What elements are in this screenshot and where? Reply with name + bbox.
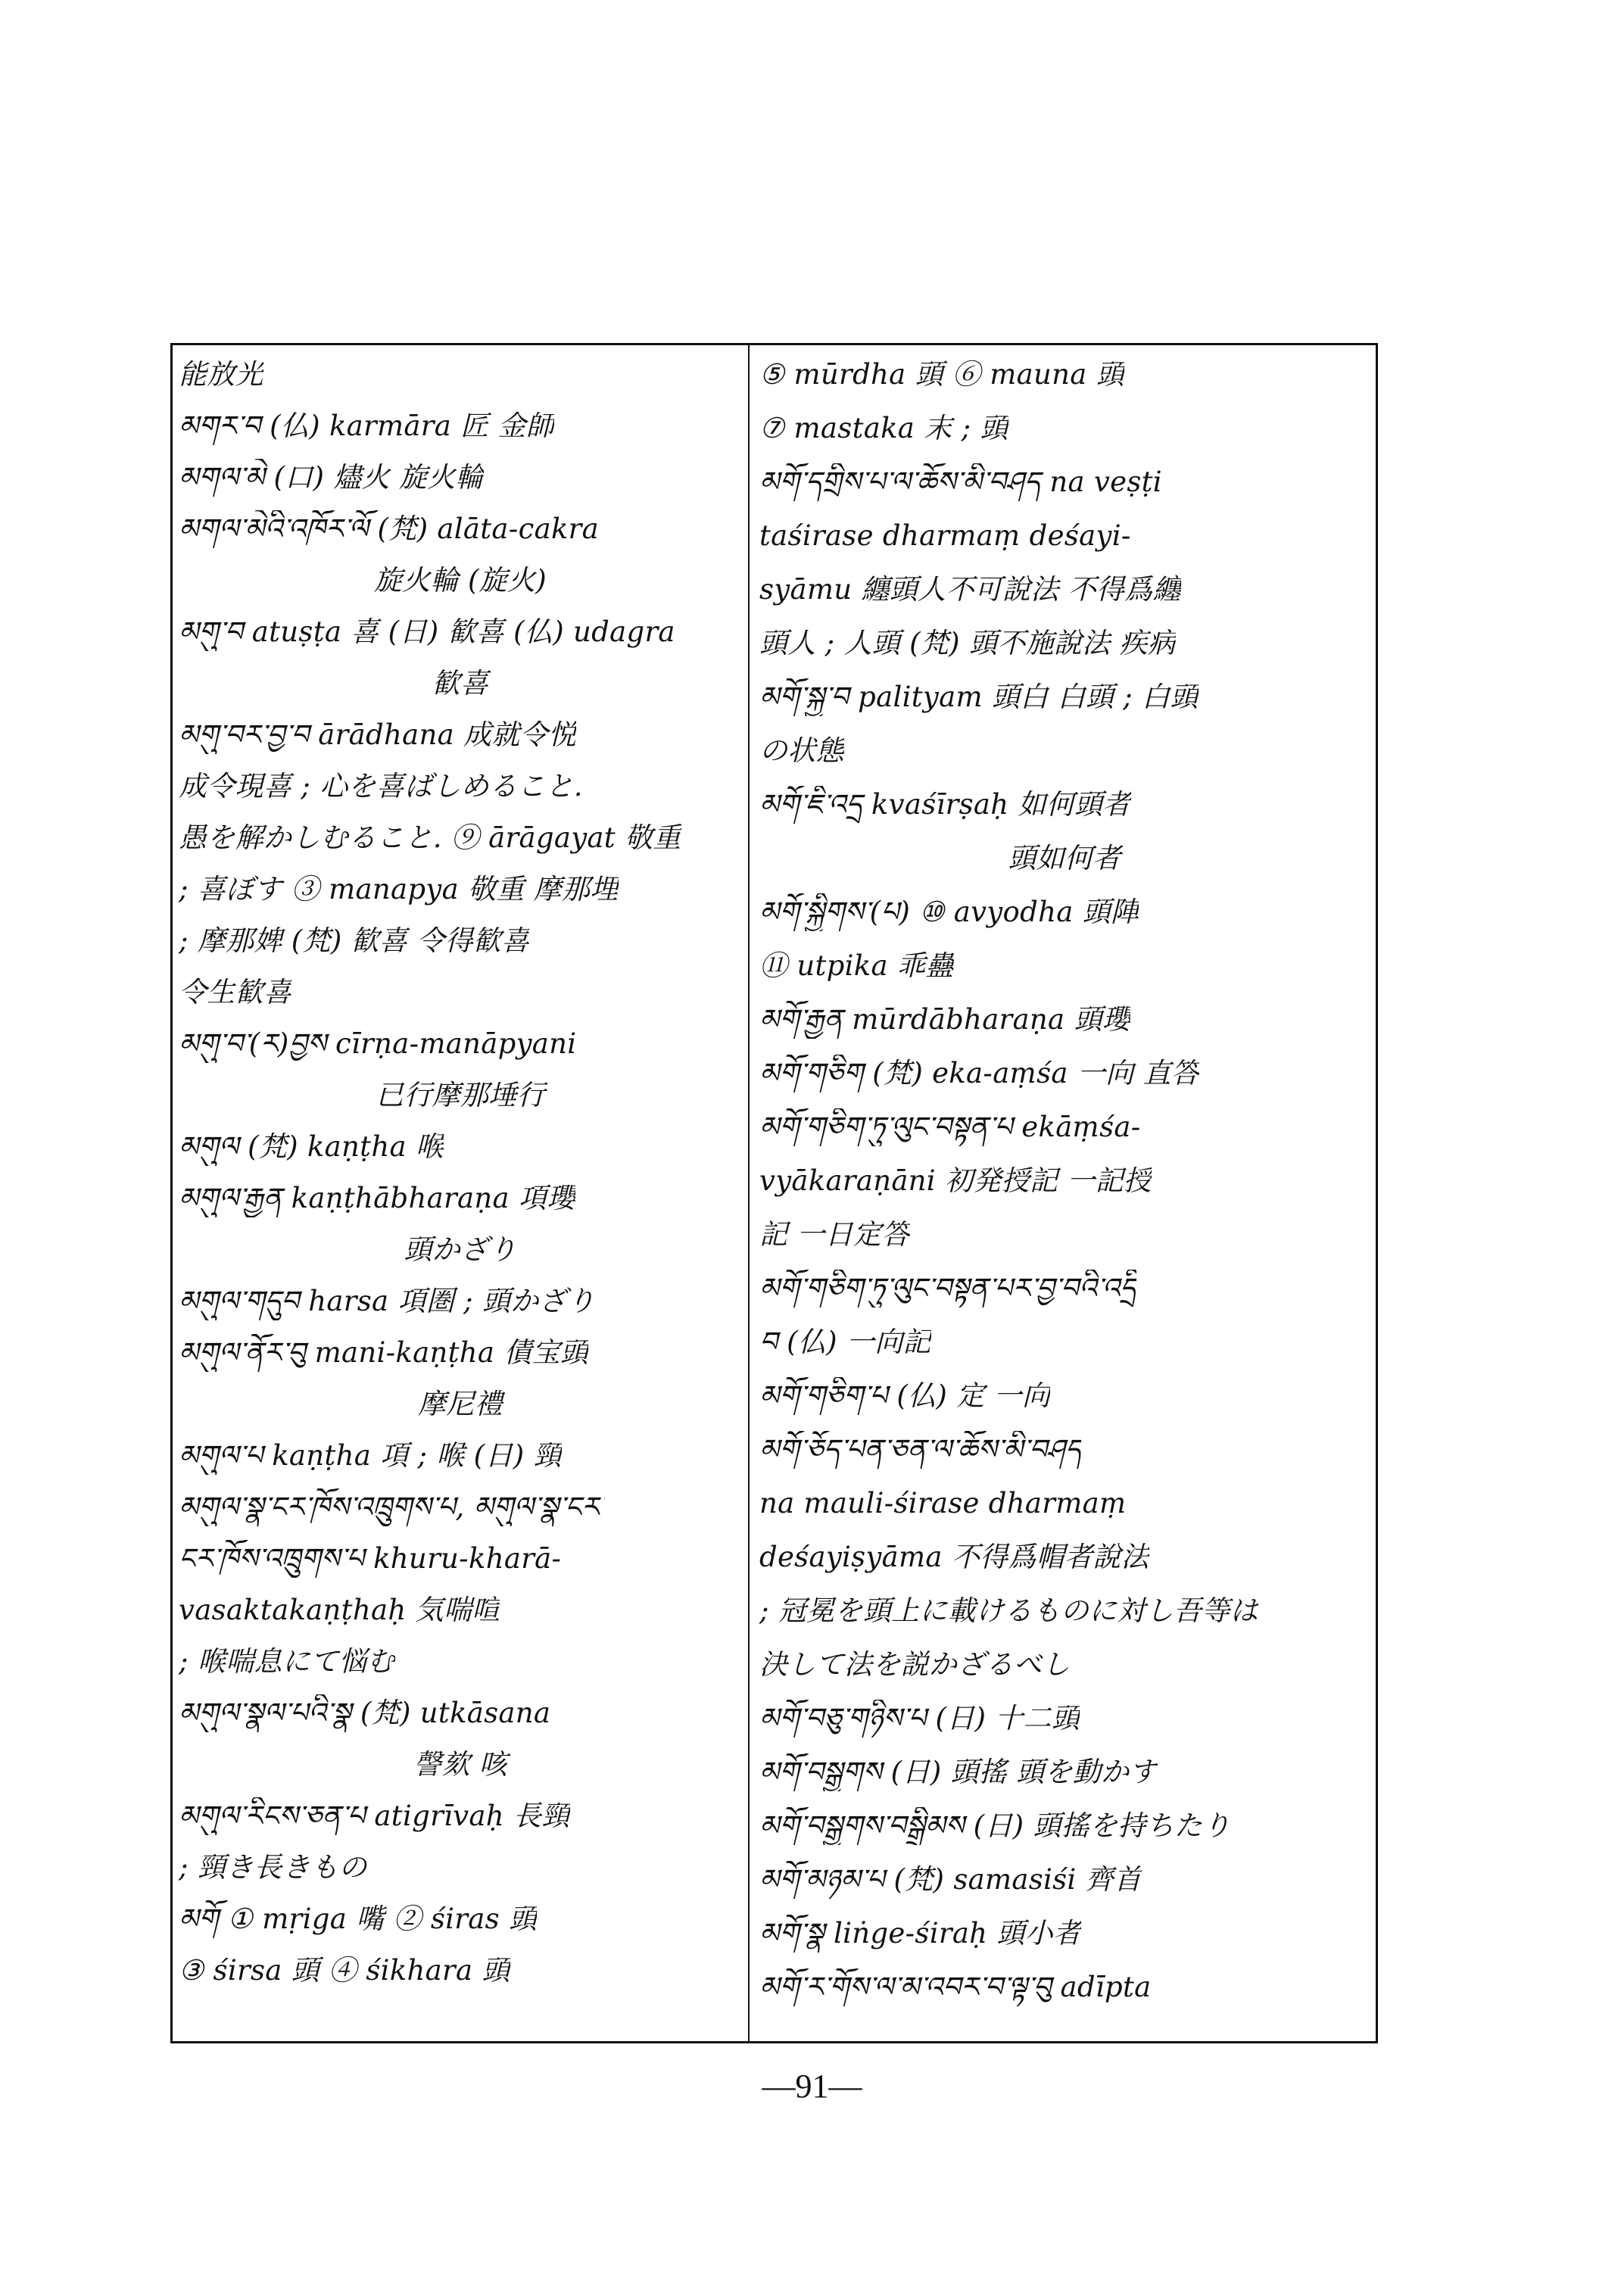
text-line: vasaktakaṇṭhaḥ 気喘喧 (179, 1594, 500, 1626)
text-line: 愚を解かしむること. ⑨ ārāgayat 敬重 (179, 821, 681, 854)
text-line: 令生歓喜 (179, 976, 292, 1008)
text-line: མགོ་སྐྱ་བ palityam 頭白 白頭 ; 白頭 (759, 681, 1199, 713)
text-line: མགོ ① mṛiga 嘴 ② śiras 頭 (179, 1903, 538, 1935)
text-line: 頭かざり (404, 1233, 517, 1266)
text-line: མགོ་གཅིག་ཏུ་ལུང་བསྟན་པ ekāṃśa- (759, 1111, 1141, 1143)
text-line: vyākaraṇāni 初発授記 一記授 (759, 1164, 1152, 1197)
text-line: ⑦ mastaka 末 ; 頭 (759, 412, 1008, 444)
text-line: མགུ་བ་(ར)བྱས cīrṇa-manāpyani (179, 1027, 577, 1060)
text-line: མགུལ་པ kaṇṭha 項 ; 喉 (日) 頸 (179, 1439, 562, 1472)
text-line: ; 喜ぼす ③ manapya 敬重 摩那埋 (179, 873, 619, 905)
text-line: 謦欬 咳 (413, 1748, 507, 1781)
text-line: མགོ་གཅིག་ཏུ་ལུང་བསྟན་པར་བྱ་བའི་འདྲི (759, 1272, 1136, 1304)
text-line: 歓喜 (432, 667, 489, 700)
text-line: 摩尼禮 (418, 1388, 503, 1420)
text-line: མགོ་རྒྱན mūrdābharaṇa 頭瓔 (759, 1003, 1131, 1036)
text-line: མགོ་བསྒྱགས་བསྒྲིམས (日) 頭搖を持ちたり (759, 1809, 1231, 1842)
text-line: མགོ་གཅིག་པ (仏) 定 一向 (759, 1379, 1051, 1412)
text-line: མགུལ (梵) kaṇṭha 喉 (179, 1130, 444, 1163)
text-line: མགོ་དགྲིས་པ་ལ་ཆོས་མི་བཤད na veṣṭi (759, 466, 1162, 498)
text-line: མགོ་སྐྱིགས་(པ) ⑩ avyodha 頭陣 (759, 896, 1139, 928)
text-line: 旋火輪 (旋火) (373, 564, 547, 597)
text-line: 能放光 (179, 358, 263, 391)
text-line: ; 冠冕を頭上に載けるものに対し吾等は (759, 1594, 1258, 1627)
text-line: མགུལ་རིངས་ཅན་པ atigrīvaḥ 長頸 (179, 1800, 570, 1832)
text-line: མགུལ་སྣ་ངར་ཁོས་འཁྲུགས་པ, མགུལ་སྣ་ངར་ (179, 1491, 606, 1523)
text-line: 決して法を説かざるべし (759, 1648, 1071, 1681)
text-line: མགོ་ཅོད་པན་ཅན་ལ་ཆོས་མི་བཤད (759, 1433, 1082, 1466)
text-line: ; 頸き長きもの (179, 1851, 367, 1884)
text-line: na mauli-śirase dharmaṃ (759, 1487, 1127, 1519)
text-line: མགུལ་རྒྱན kaṇṭhābharaṇa 項瓔 (179, 1182, 575, 1214)
text-line: 頭如何者 (1008, 842, 1121, 874)
text-line: の状態 (759, 734, 844, 767)
text-line: མགོ་བཅུ་གཉིས་པ (日) 十二頭 (759, 1702, 1080, 1735)
text-line: ③ śirsa 頭 ④ śikhara 頭 (179, 1954, 510, 1987)
text-line: མགལ་མེའི་འཁོར་ལོ (梵) alāta-cakra (179, 513, 600, 545)
text-line: ; 喉喘息にて悩む (179, 1645, 395, 1678)
text-line: 成令現喜 ; 心を喜ばしめること. (179, 770, 583, 803)
text-line: 已行摩那埵行 (376, 1079, 545, 1111)
text-line: མགོ་སྣ liṅge-śiraḥ 頭小者 (759, 1917, 1082, 1950)
page-number: —91— (762, 2068, 862, 2105)
text-line: མགུ་བར་བྱ་བ ārādhana 成就令悦 (179, 718, 577, 751)
text-line: ; 摩那婢 (梵) 歓喜 令得歓喜 (179, 924, 530, 957)
column-divider (748, 343, 750, 2043)
text-line: ⑤ mūrdha 頭 ⑥ mauna 頭 (759, 358, 1125, 391)
text-line: མགུལ་གདུབ harsa 項圏 ; 頭かざり (179, 1285, 596, 1317)
text-line: མགུ་བ atuṣṭa 喜 (日) 歓喜 (仏) udagra (179, 616, 675, 648)
text-line: མགོ་མཉམ་པ (梵) samasiśi 齊首 (759, 1863, 1142, 1896)
text-line: syāmu 纏頭人不可說法 不得爲纏 (759, 573, 1181, 606)
text-line: ངར་ཁོས་འཁྲུགས་པ khuru-kharā- (179, 1542, 562, 1575)
text-line: མགུལ་ནོར་བུ mani-kaṇṭha 債宝頭 (179, 1336, 589, 1369)
text-line: deśayiṣyāma 不得爲帽者說法 (759, 1541, 1149, 1573)
text-line: མགོ་གཅིག (梵) eka-aṃśa 一向 直答 (759, 1057, 1200, 1089)
text-line: མགར་བ (仏) karmāra 匠 金師 (179, 410, 555, 442)
text-line: མགོ་བསྒྱགས (日) 頭搖 頭を動かす (759, 1756, 1158, 1788)
text-line: ⑪ utpika 乖蠱 (759, 949, 954, 982)
text-line: མགུལ་སྣལ་པའི་སྣ (梵) utkāsana (179, 1697, 551, 1729)
text-line: taśirase dharmaṃ deśayi- (759, 519, 1131, 552)
text-line: 頭人 ; 人頭 (梵) 頭不施說法 疾病 (759, 627, 1177, 659)
text-line: མགལ་མེ (口) 燼火 旋火輪 (179, 461, 484, 494)
text-line: 記 一日定答 (759, 1218, 910, 1251)
text-line: མགོ་ཇི་འདྲ kvaśīrṣaḥ 如何頭者 (759, 788, 1131, 821)
text-line: མགོ་ར་གོས་ལ་མ་འབར་བ་ལྟ་བུ adīpta (759, 1971, 1152, 2003)
text-line: བ (仏) 一向記 (759, 1326, 931, 1358)
